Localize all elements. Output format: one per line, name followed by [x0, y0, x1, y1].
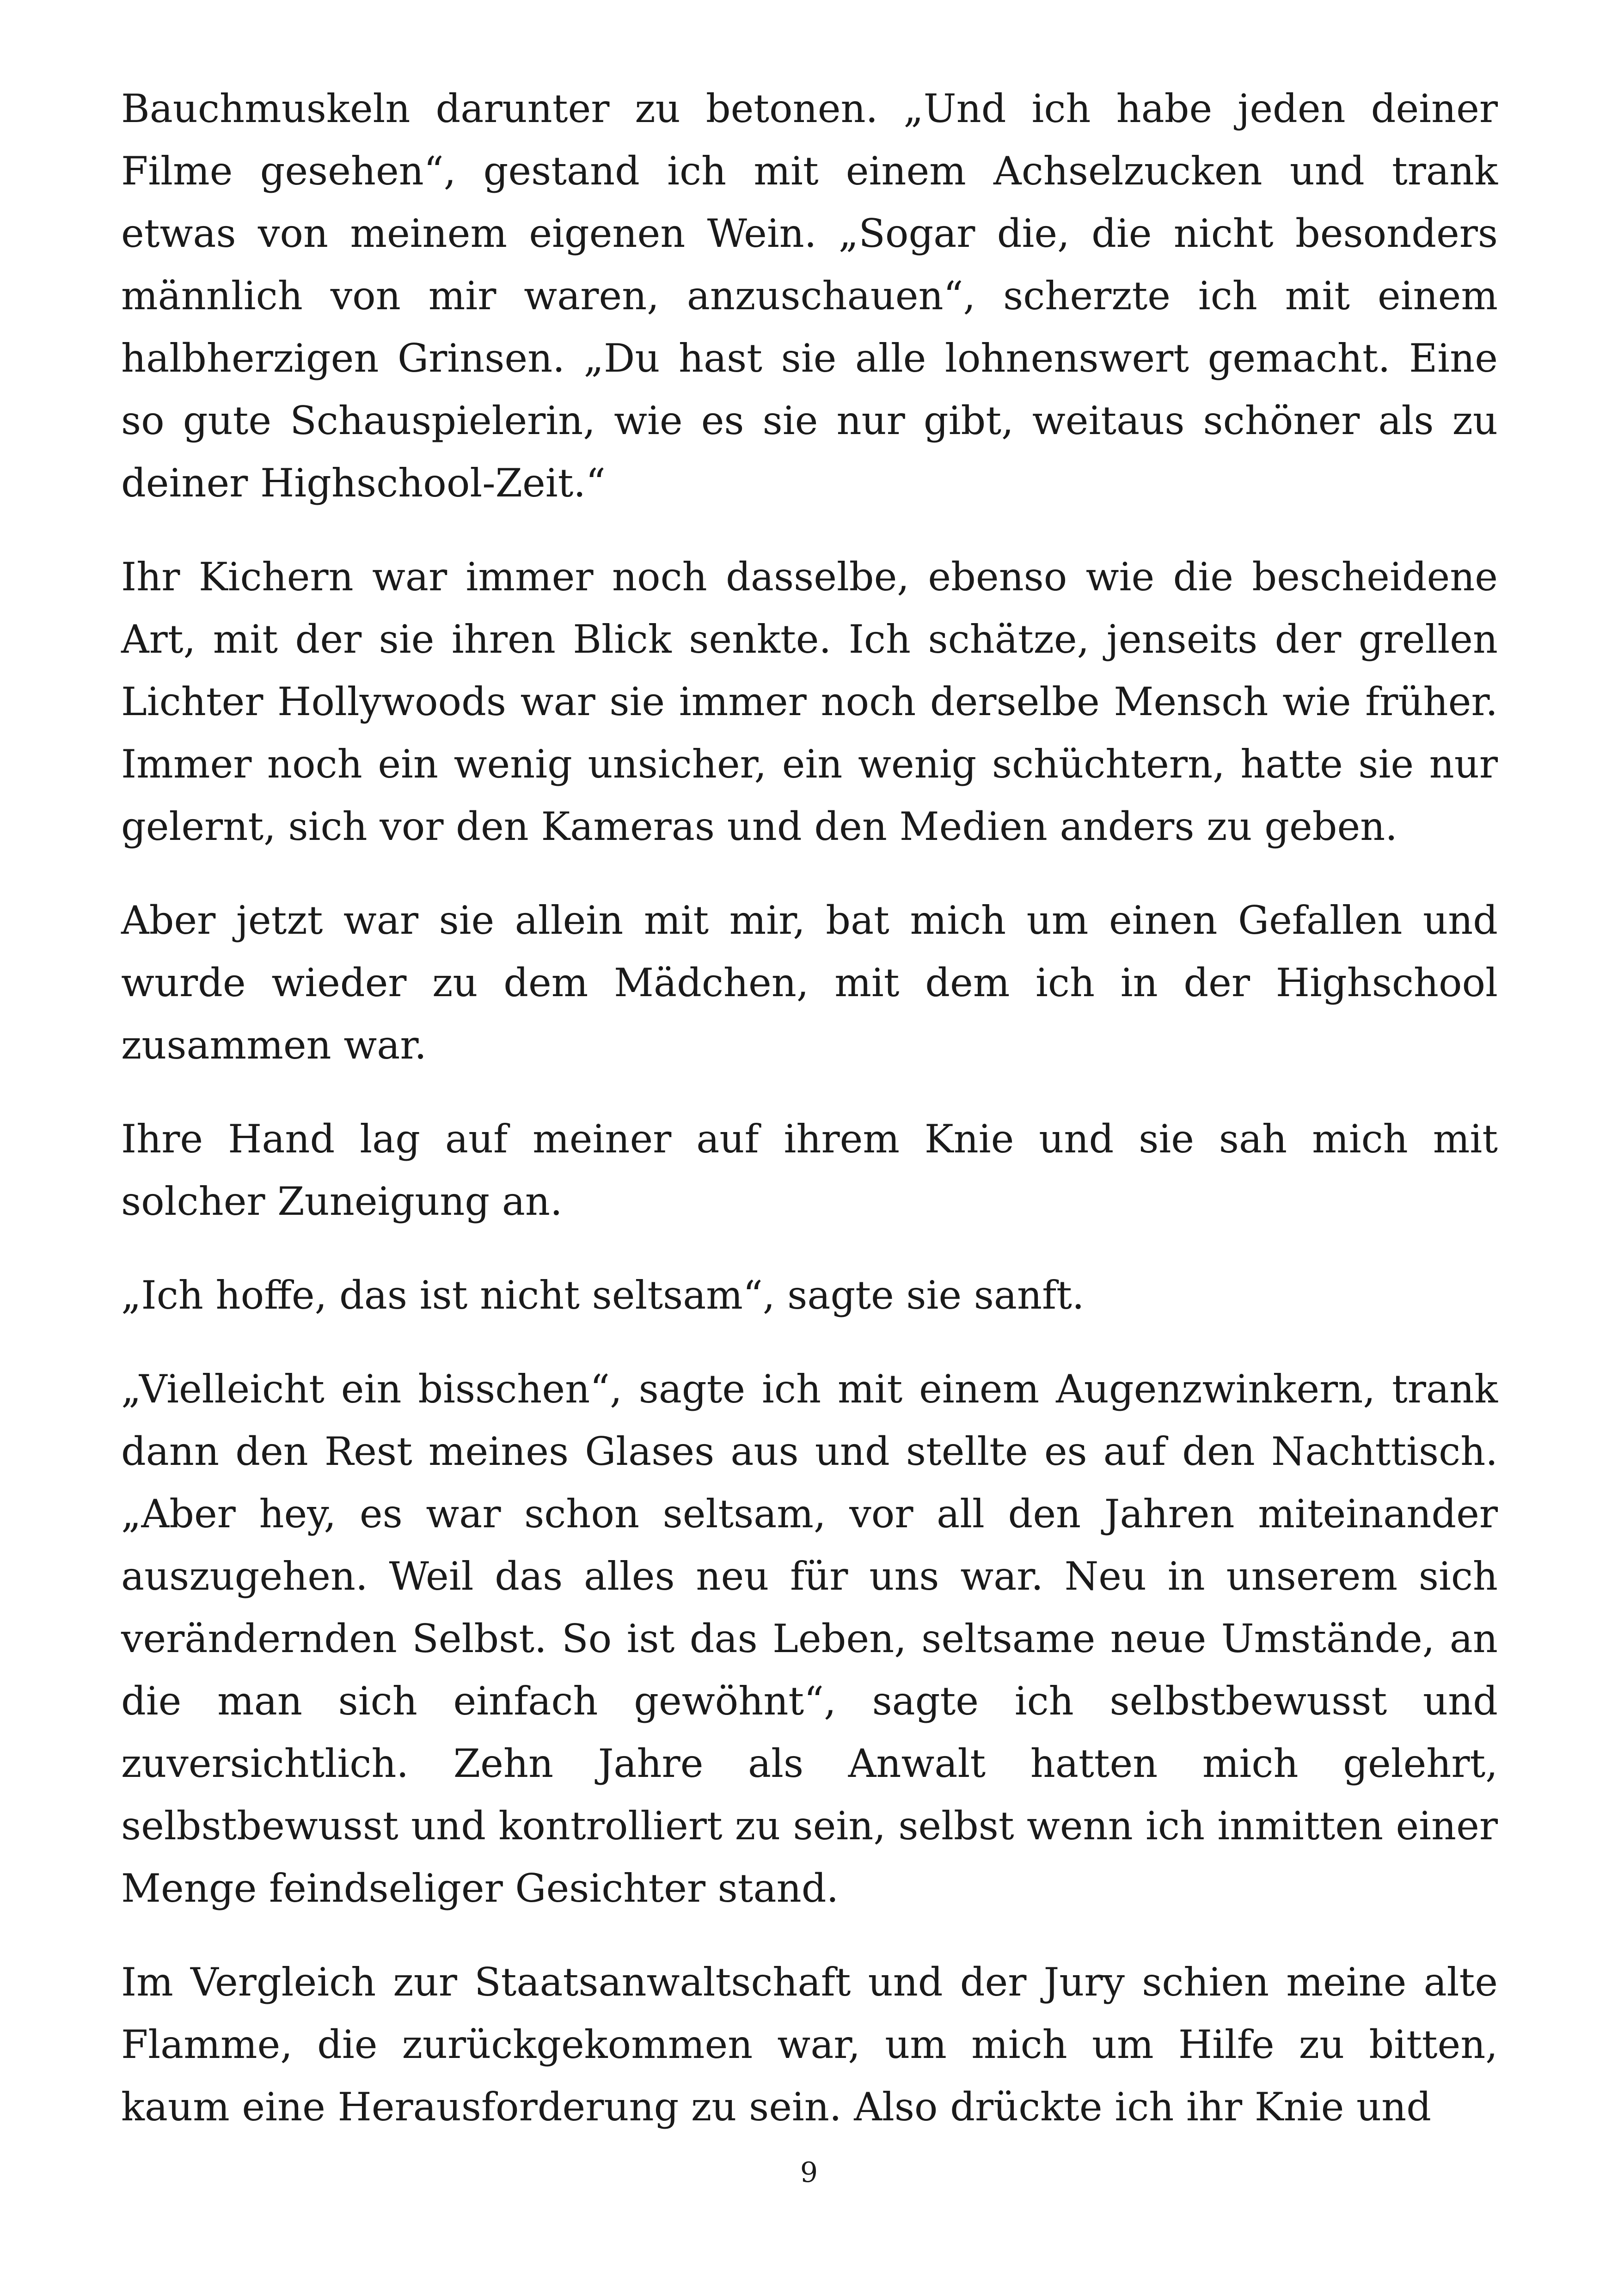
paragraph-3: Aber jetzt war sie allein mit mir, bat mich um einen Gefallen und wurde wieder zu dem Mädchen, mit dem ich in der Highschool zusammen war.: [121, 898, 1498, 1068]
body-text: [121, 78, 1498, 2170]
paragraph-6: „Vielleicht ein bisschen“, sagte ich mit einem Augenzwinkern, trank dann den Rest meines Glases aus und stellte es auf den Nachttisch. „Aber hey, es war schon seltsam, vor all den Jahren miteinander auszugehen. Weil das alles neu für uns war. Neu in unserem sich verändernden Selbst. So ist das Leben, seltsame neue Umstände, an die man sich einfach gewöhnt“, sagte ich selbstbewusst und zuversichtlich. Zehn Jahre als Anwalt hatten mich gelehrt, selbstbewusst und kontrolliert zu sein, selbst wenn ich inmitten einer Menge feindseliger Gesichter stand.: [121, 1366, 1498, 1911]
paragraph-7: Im Vergleich zur Staatsanwaltschaft und der Jury schien meine alte Flamme, die zurückgekommen war, um mich um Hilfe zu bitten, kaum eine Herausforderung zu sein. Also drückte ich ihr Knie und: [121, 1959, 1498, 2130]
paragraph-4: Ihre Hand lag auf meiner auf ihrem Knie und sie sah mich mit solcher Zuneigung an.: [121, 1116, 1498, 1224]
paragraph-2: Ihr Kichern war immer noch dasselbe, ebenso wie die bescheidene Art, mit der sie ihren Blick senkte. Ich schätze, jenseits der grellen Lichter Hollywoods war sie immer noch derselbe Mensch wie früher. Immer noch ein wenig unsicher, ein wenig schüchtern, hatte sie nur gelernt, sich vor den Kameras und den Medien anders zu geben.: [121, 554, 1498, 849]
paragraph-1: Bauchmuskeln darunter zu betonen. „Und ich habe jeden deiner Filme gesehen“, gestand ich mit einem Achselzucken und trank etwas von meinem eigenen Wein. „Sogar die, die nicht besonders männlich von mir waren, anzuschauen“, scherzte ich mit einem halbherzigen Grinsen. „Du hast sie alle lohnenswert gemacht. Eine so gute Schauspielerin, wie es sie nur gibt, weitaus schöner als zu deiner Highschool-Zeit.“: [121, 86, 1498, 506]
paragraph-5: „Ich hoffe, das ist nicht seltsam“, sagte sie sanft.: [121, 1273, 1085, 1318]
page-number: 9: [800, 2156, 818, 2189]
